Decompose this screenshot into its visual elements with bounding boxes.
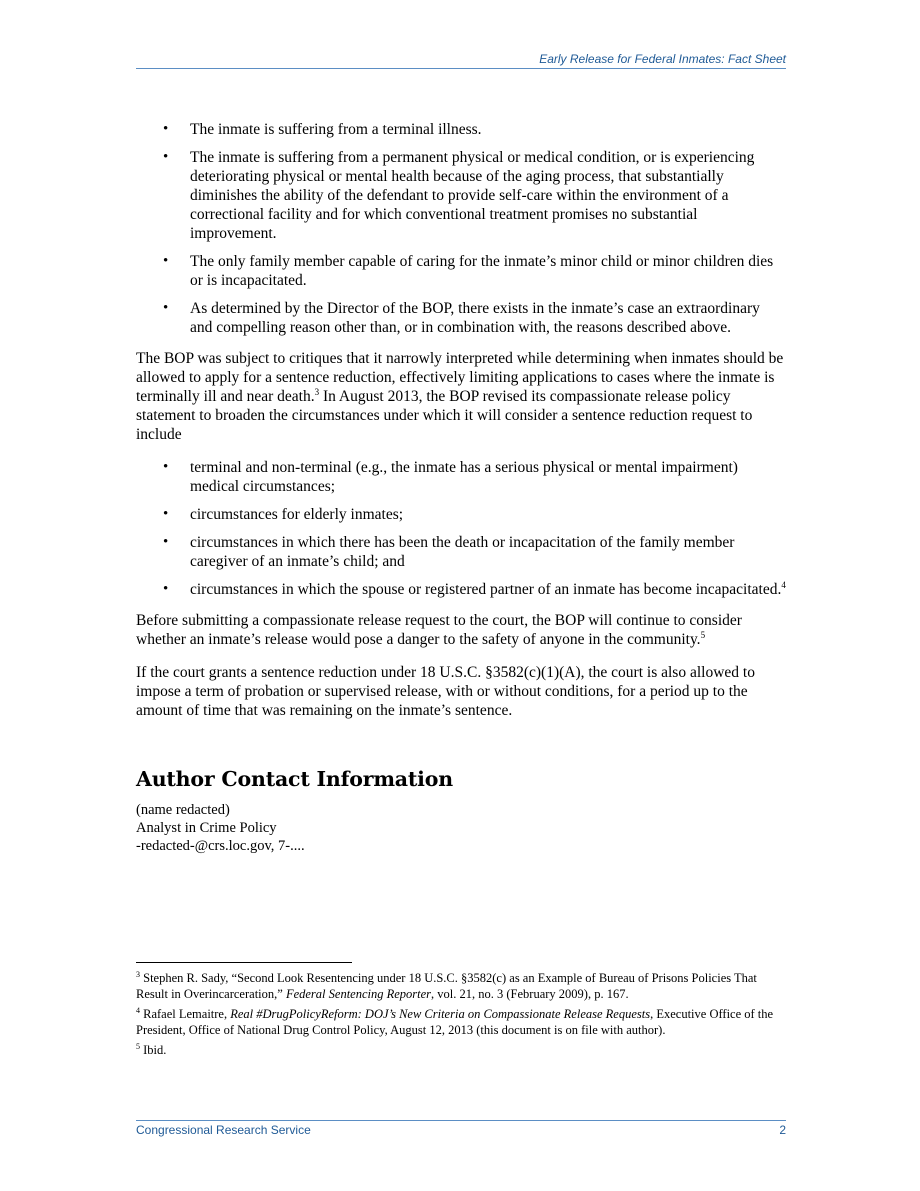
list-item: • terminal and non-terminal (e.g., the inmate has a serious physical or mental impairment) medical circumstances; [163,459,738,495]
paragraph-sentence-reduction: If the court grants a sentence reduction under 18 U.S.C. §3582(c)(1)(A), the court is also allowed to impose a term of probation or supervised release, with or without conditions, for a period up to the amount of time that was remaining on the inmate’s sentence. [136,664,755,719]
paragraph-danger-consideration: Before submitting a compassionate release request to the court, the BOP will continue to consider whether an inmate’s release would pose a danger to the safety of anyone in the community.$^5$ [136,612,742,648]
bullet-icon: • [163,253,169,269]
author-title: Analyst in Crime Policy [136,820,277,836]
running-header-title: Early Release for Federal Inmates: Fact Sheet [539,52,786,66]
author-contact-heading: Author Contact Information [136,767,453,791]
footnote-separator [136,962,352,963]
bullet-icon: • [163,506,169,522]
circumstances-list [136,458,786,599]
list-item: • The inmate is suffering from a terminal illness. [163,121,482,138]
main-body [136,120,786,855]
bullet-icon: • [163,149,169,165]
header-rule [136,68,786,69]
list-item: • As determined by the Director of the BOP, there exists in the inmate’s case an extraordinary and compelling reason other than, or in combination with, the reasons described above. [163,300,760,336]
author-name: (name redacted) [136,802,230,818]
bullet-icon: • [163,121,169,137]
criteria-list [136,120,786,337]
footer-rule [136,1120,786,1121]
paragraph-bop-critiques: The BOP was subject to critiques that it narrowly interpreted while determining when inmates should be allowed to apply for a sentence reduction, effectively limiting applications to cases where the inmate is terminally ill and near death.$^3$ In August 2013, the BOP revised its compassionate release policy statement to broaden the circumstances under which it will consider a sentence reduction request to include [136,350,784,443]
list-item: • The only family member capable of caring for the inmate’s minor child or minor children dies or is incapacitated. [163,253,774,289]
bullet-icon: • [163,534,169,550]
bullet-icon: • [163,300,169,316]
footnote-ref-5[interactable]: 5 [700,629,706,640]
footnote-4: $^4$ Rafael Lemaitre, Real #DrugPolicyReform: DOJ’s New Criteria on Compassionate Release Requests, Executive Office of the President, Office of National Drug Control Policy, August 12, 2013 (this document is on file with author). [136,1005,774,1037]
author-email-phone[interactable]: -redacted-@crs.loc.gov, 7-.... [136,838,305,854]
footer-publisher: Congressional Research Service [136,1123,311,1137]
footnote-3: $^3$ Stephen R. Sady, “Second Look Resentencing under 18 U.S.C. §3582(c) as an Example of Bureau of Prisons Policies That Result in Overincarceration,” Federal Sentencing Reporter, vol. 21, no. 3 (February 2009), p. 167. [136,969,757,1001]
list-item: • circumstances in which the spouse or registered partner of an inmate has become incapacitated.$^4$ [163,579,786,598]
bullet-icon: • [163,459,169,475]
footnote-5: $^5$ Ibid. [136,1041,167,1057]
author-contact-block [136,801,786,855]
footnotes [136,970,786,1062]
bullet-icon: • [163,581,169,597]
footnote-ref-3[interactable]: 3 [314,386,320,397]
footnote-ref-4[interactable]: 4 [781,579,786,590]
list-item: • circumstances for elderly inmates; [163,506,404,523]
list-item: • The inmate is suffering from a permanent physical or medical condition, or is experiencing deteriorating physical or mental health because of the aging process, that substantially diminishes the ability of the defendant to provide self-care within the environment of a correctional facility and for which conventional treatment promises no substantial improvement. [163,149,755,242]
list-item: • circumstances in which there has been the death or incapacitation of the family member caregiver of an inmate’s child; and [163,534,735,570]
page-number: 2 [779,1123,786,1137]
